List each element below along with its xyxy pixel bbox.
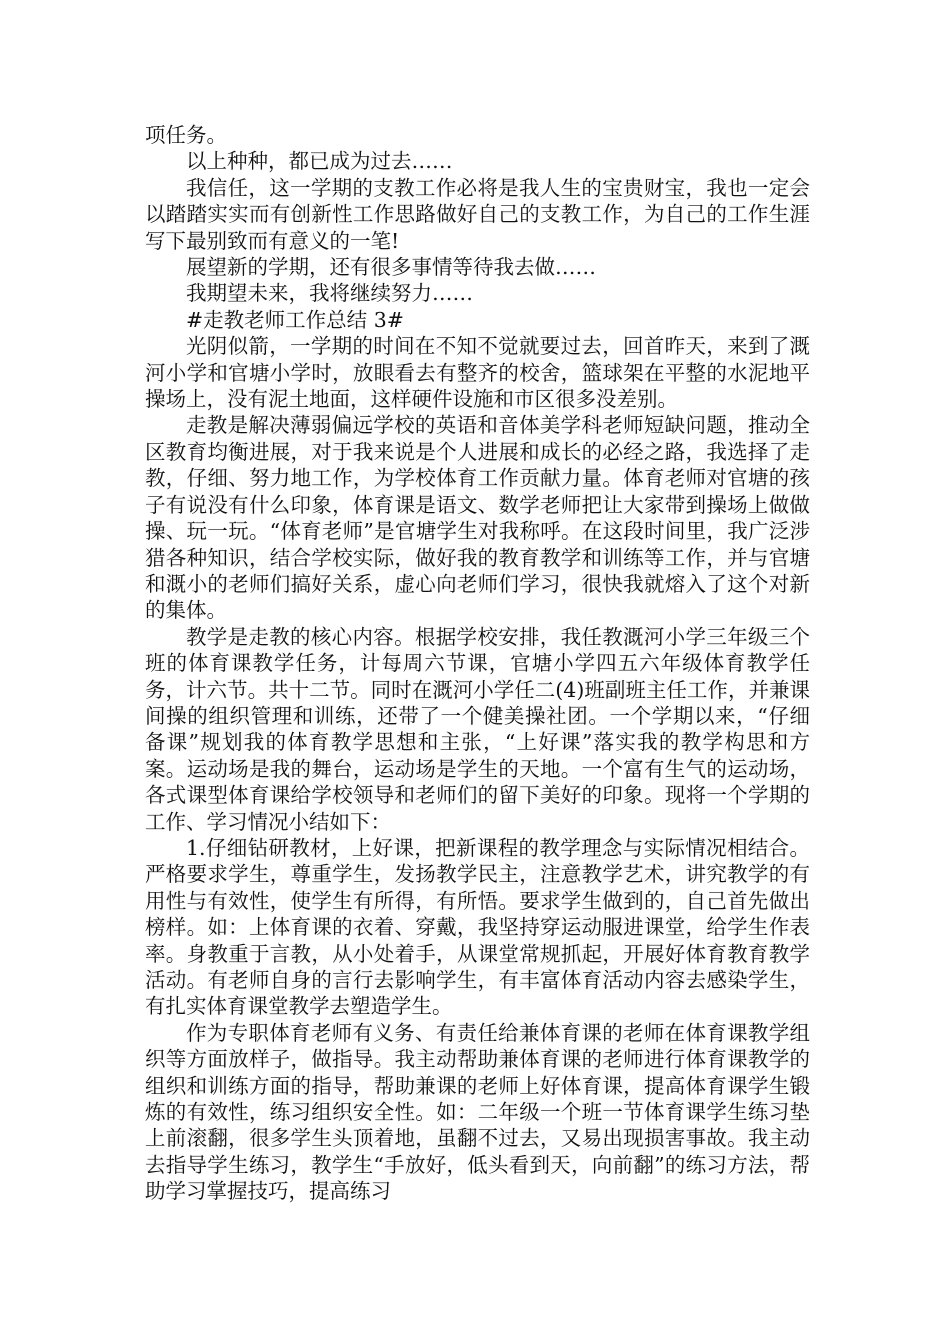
paragraph: 教学是走教的核心内容。根据学校安排，我任教溉河小学三年级三个班的体育课教学任务，计每周六节课，官塘小学四五六年级体育教学任务，计六节。共十二节。同时在溉河小学任二(4)班副班主任工作，并兼课间操的组织管理和训练，还带了一个健美操社团。一个学期以来，“仔细备课”规划我的体育教学思想和主张，“上好课”落实我的教学构思和方案。运动场是我的舞台，运动场是学生的天地。一个富有生气的运动场，各式课型体育课给学校领导和老师们的留下美好的印象。现将一个学期的工作、学习情况小结如下：	[145, 624, 810, 834]
paragraph: 光阴似箭，一学期的时间在不知不觉就要过去，回首昨天，来到了溉河小学和官塘小学时，放眼看去有整齐的校舍，篮球架在平整的水泥地平操场上，没有泥土地面，这样硬件设施和市区很多没差别。	[145, 334, 810, 412]
paragraph: 展望新的学期，还有很多事情等待我去做……	[186, 255, 596, 280]
paragraph: 我信任，这一学期的支教工作必将是我人生的宝贵财宝，我也一定会以踏踏实实而有创新性工作思路做好自己的支教工作，为自己的工作生涯写下最别致而有意义的一笔!	[145, 175, 810, 253]
paragraph: 作为专职体育老师有义务、有责任给兼体育课的老师在体育课教学组织等方面放样子，做指导。我主动帮助兼体育课的老师进行体育课教学的组织和训练方面的指导，帮助兼课的老师上好体育课，提高体育课学生锻炼的有效性，练习组织安全性。如：二年级一个班一节体育课学生练习垫上前滚翻，很多学生头顶着地，虽翻不过去，又易出现损害事故。我主动去指导学生练习，教学生“手放好，低头看到天，向前翻”的练习方法，帮助学习掌握技巧，提高练习	[145, 1020, 810, 1204]
section-heading: #走教老师工作总结 3#	[186, 307, 404, 332]
document-page	[145, 122, 810, 1205]
paragraph: 以上种种，都已成为过去……	[186, 149, 453, 174]
paragraph: 项任务。	[145, 123, 227, 147]
paragraph: 我期望未来，我将继续努力……	[186, 281, 473, 306]
paragraph: 1.仔细钻研教材，上好课，把新课程的教学理念与实际情况相结合。严格要求学生，尊重学生，发扬教学民主，注意教学艺术，讲究教学的有用性与有效性，使学生有所得，有所悟。要求学生做到的，自己首先做出榜样。如：上体育课的衣着、穿戴，我坚持穿运动服进课堂，给学生作表率。身教重于言教，从小处着手，从课堂常规抓起，开展好体育教育教学活动。有老师自身的言行去影响学生，有丰富体育活动内容去感染学生，有扎实体育课堂教学去塑造学生。	[145, 835, 810, 1019]
paragraph: 走教是解决薄弱偏远学校的英语和音体美学科老师短缺问题，推动全区教育均衡进展，对于我来说是个人进展和成长的必经之路，我选择了走教，仔细、努力地工作，为学校体育工作贡献力量。体育老师对官塘的孩子有说没有什么印象，体育课是语文、数学老师把让大家带到操场上做做操、玩一玩。“体育老师”是官塘学生对我称呼。在这段时间里，我广泛涉猎各种知识，结合学校实际，做好我的教育教学和训练等工作，并与官塘和溉小的老师们搞好关系，虚心向老师们学习，很快我就熔入了这个对新的集体。	[145, 413, 810, 623]
